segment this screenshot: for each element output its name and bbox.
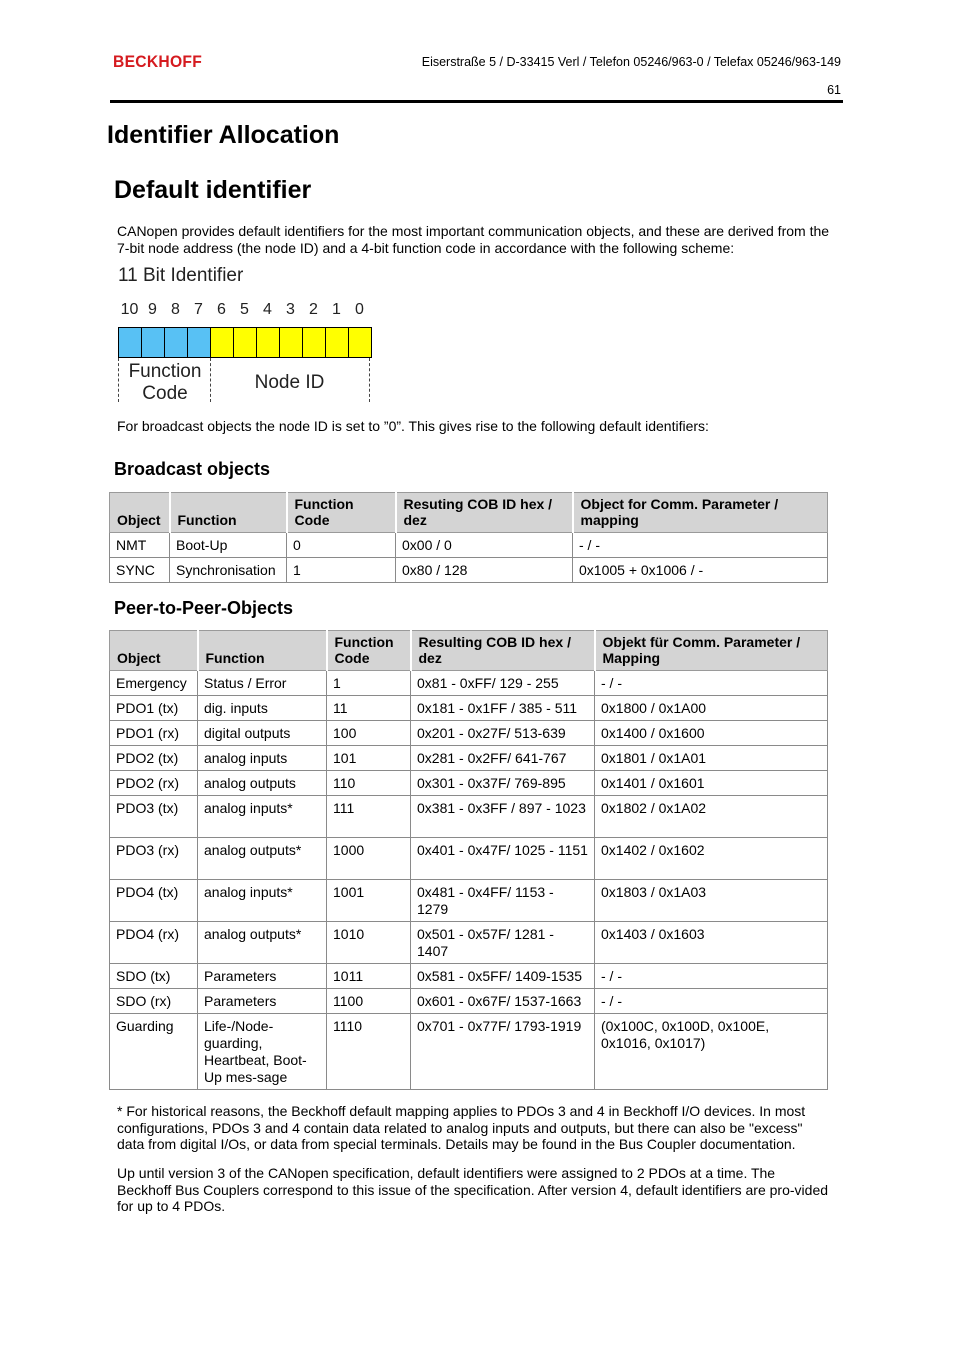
table-row [110,696,828,721]
table-row [110,838,828,880]
table-cell: 1110 [327,1014,411,1090]
table-cell: 111 [327,796,411,838]
header-address: Eiserstraße 5 / D-33415 Verl / Telefon 05246/963-0 / Telefax 05246/963-149 [421,55,841,69]
table-row [110,671,828,696]
table-cell: 0 [287,533,396,558]
p2p-table [109,630,828,1090]
table-header-row [110,493,828,533]
table-row [110,746,828,771]
table-cell: analog inputs* [198,796,327,838]
section-title: Identifier Allocation [107,121,340,149]
table-row [110,558,828,583]
table-cell: 100 [327,721,411,746]
table-cell: Status / Error [198,671,327,696]
table-cell: Emergency [110,671,198,696]
table-cell: PDO3 (tx) [110,796,198,838]
table-row [110,721,828,746]
table-cell: analog outputs* [198,838,327,880]
table-cell: 0x401 - 0x47F/ 1025 - 1151 [411,838,595,880]
table-cell: 1010 [327,922,411,964]
p2p-heading: Peer-to-Peer-Objects [114,598,294,618]
function-code-bit-cell [165,328,188,357]
table-cell: 0x81 - 0xFF/ 129 - 255 [411,671,595,696]
table-row [110,922,828,964]
table-cell: 0x201 - 0x27F/ 513-639 [411,721,595,746]
node-id-bit-cell [211,328,234,357]
table-cell: SYNC [110,558,170,583]
table-cell: 110 [327,771,411,796]
column-header: Object [110,493,170,533]
function-code-bit-cell [119,328,142,357]
table-cell: Parameters [198,964,327,989]
table-cell: PDO3 (rx) [110,838,198,880]
table-cell: analog outputs* [198,922,327,964]
node-id-bit-cell [234,328,257,357]
table-cell: 0x1800 / 0x1A00 [595,696,828,721]
subsection-title: Default identifier [114,176,312,204]
table-cell: 1001 [327,880,411,922]
table-cell: 1100 [327,989,411,1014]
node-id-bit-cell [326,328,349,357]
table-cell: 0x501 - 0x57F/ 1281 - 1407 [411,922,595,964]
bit-number: 9 [148,301,157,318]
broadcast-table [109,492,828,583]
table-header-row [110,631,828,671]
bit-number: 2 [309,301,318,318]
broadcast-intro: For broadcast objects the node ID is set to ”0”. This gives rise to the following default identifiers: [117,418,709,434]
table-cell: PDO4 (rx) [110,922,198,964]
bit-number: 8 [171,301,180,318]
closing-paragraph: Up until version 3 of the CANopen specification, default identifiers were assigned to 2 PDOs at a time. The Beckhoff Bus Couplers correspond to this issue of the specification. After version 4, default identifiers are pro-vided for up to 4 PDOs. [117,1165,829,1214]
header-rule [110,100,843,103]
table-cell: Parameters [198,989,327,1014]
table-cell: analog inputs [198,746,327,771]
intro-paragraph: CANopen provides default identifiers for the most important communication objects, and these are derived from the 7-bit node address (the node ID) and a 4-bit function code in accordance with the following scheme: [117,223,830,256]
table-row [110,880,828,922]
table-cell: analog inputs* [198,880,327,922]
table-cell: 0x581 - 0x5FF/ 1409-1535 [411,964,595,989]
table-cell: Guarding [110,1014,198,1090]
bit-numbers [118,301,371,319]
table-cell: 0x701 - 0x77F/ 1793-1919 [411,1014,595,1090]
table-cell: 0x481 - 0x4FF/ 1153 - 1279 [411,880,595,922]
table-cell: 101 [327,746,411,771]
bit-number: 0 [355,301,364,318]
column-header: Function Code [287,493,396,533]
table-cell: 0x281 - 0x2FF/ 641-767 [411,746,595,771]
bit-number: 4 [263,301,272,318]
node-id-bit-cell [349,328,372,357]
function-code-bit-cell [142,328,165,357]
node-id-label: Node ID [254,372,325,393]
function-code-label: Function Code [128,361,202,404]
divider-right [369,358,371,402]
table-row [110,771,828,796]
table-cell: 0x381 - 0x3FF / 897 - 1023 [411,796,595,838]
table-cell: SDO (tx) [110,964,198,989]
table-cell: 1011 [327,964,411,989]
table-cell: 0x181 - 0x1FF / 385 - 511 [411,696,595,721]
diagram-title: 11 Bit Identifier [118,265,244,286]
broadcast-heading: Broadcast objects [114,459,271,479]
table-cell: PDO1 (rx) [110,721,198,746]
table-cell: PDO1 (tx) [110,696,198,721]
bit-number: 3 [286,301,295,318]
table-cell: - / - [573,533,828,558]
table-cell: 0x301 - 0x37F/ 769-895 [411,771,595,796]
table-cell: PDO4 (tx) [110,880,198,922]
table-cell: Boot-Up [170,533,287,558]
table-cell: 0x00 / 0 [396,533,573,558]
table-cell: dig. inputs [198,696,327,721]
table-cell: 0x1400 / 0x1600 [595,721,828,746]
table-cell: - / - [595,964,828,989]
column-header: Resulting COB ID hex / dez [411,631,595,671]
table-cell: SDO (rx) [110,989,198,1014]
table-cell: - / - [595,989,828,1014]
table-cell: 0x1801 / 0x1A01 [595,746,828,771]
table-cell: 1 [327,671,411,696]
table-cell: 1 [287,558,396,583]
page-number: 61 [827,83,841,97]
table-cell: digital outputs [198,721,327,746]
bit-number: 10 [120,301,139,318]
table-cell: 0x1403 / 0x1603 [595,922,828,964]
beckhoff-logo: BECKHOFF [113,52,203,71]
table-cell: 0x1005 + 0x1006 / - [573,558,828,583]
node-id-bit-cell [280,328,303,357]
column-header: Objekt für Comm. Parameter / Mapping [595,631,828,671]
table-row [110,989,828,1014]
table-row [110,964,828,989]
column-header: Function [198,631,327,671]
column-header: Resuting COB ID hex / dez [396,493,573,533]
column-header: Object [110,631,198,671]
footnote: * For historical reasons, the Beckhoff default mapping applies to PDOs 3 and 4 in Beckhoff I/O devices. In most configurations, PDOs 3 and 4 contain data related to analog inputs and outputs, but there can also be "excess" data from digital I/Os, or data from special terminals. Details may be found in the Bus Coupler documentation. [117,1103,806,1152]
table-cell: (0x100C, 0x100D, 0x100E, 0x1016, 0x1017) [595,1014,828,1090]
table-cell: NMT [110,533,170,558]
table-cell: PDO2 (tx) [110,746,198,771]
divider-middle [210,358,212,402]
column-header: Function Code [327,631,411,671]
bit-number: 1 [332,301,341,318]
table-cell: Synchronisation [170,558,287,583]
column-header: Function [170,493,287,533]
function-code-bit-cell [188,328,211,357]
table-cell: 0x80 / 128 [396,558,573,583]
table-cell: analog outputs [198,771,327,796]
table-cell: 0x601 - 0x67F/ 1537-1663 [411,989,595,1014]
bit-number: 6 [217,301,226,318]
table-cell: - / - [595,671,828,696]
table-cell: 0x1802 / 0x1A02 [595,796,828,838]
table-row [110,533,828,558]
table-cell: 11 [327,696,411,721]
column-header: Object for Comm. Parameter / mapping [573,493,828,533]
table-cell: 0x1402 / 0x1602 [595,838,828,880]
bit-cells [118,327,372,358]
bit-number: 7 [194,301,203,318]
node-id-bit-cell [257,328,280,357]
node-id-bit-cell [303,328,326,357]
table-row [110,1014,828,1090]
table-cell: Life-/Node-guarding, Heartbeat, Boot-Up mes-sage [198,1014,327,1090]
table-cell: PDO2 (rx) [110,771,198,796]
bit-number: 5 [240,301,249,318]
table-cell: 0x1401 / 0x1601 [595,771,828,796]
table-cell: 1000 [327,838,411,880]
table-row [110,796,828,838]
table-cell: 0x1803 / 0x1A03 [595,880,828,922]
